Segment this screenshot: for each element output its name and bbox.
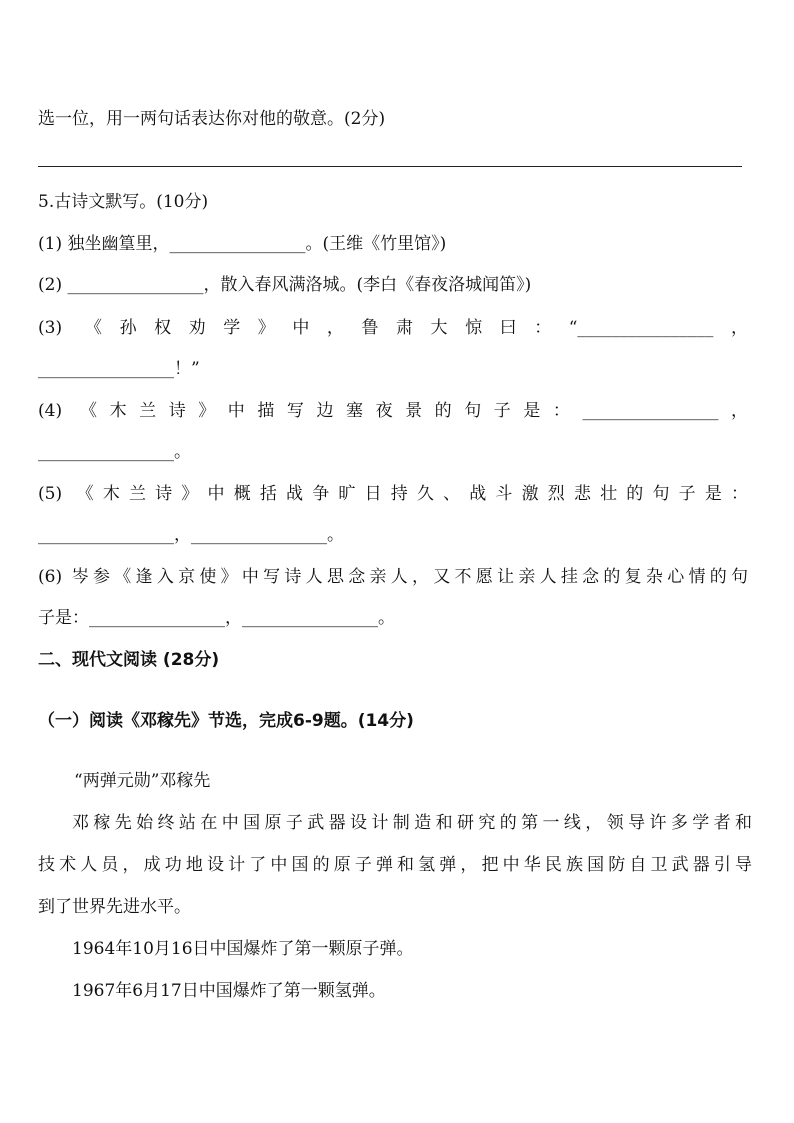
answer-line	[38, 166, 742, 167]
passage-paragraph-1-line3: 到了世界先进水平。	[38, 897, 191, 917]
passage-paragraph-1-line2: 技术人员，成功地设计了中国的原子弹和氢弹，把中华民族国防自卫武器引导	[38, 855, 752, 875]
question-4-tail: 选一位，用一两句话表达你对他的敬意。(2分)	[38, 109, 386, 129]
passage-paragraph-2: 1964年10月16日中国爆炸了第一颗原子弹。	[72, 939, 414, 959]
section-2-heading: 二、现代文阅读 (28分)	[38, 650, 220, 670]
subsection-1-heading: （一）阅读《邓稼先》节选，完成6-9题。(14分)	[38, 711, 414, 731]
question-5-1: (1) 独坐幽篁里，________________。(王维《竹里馆》)	[38, 234, 447, 254]
question-5-6-line1: (6) 岑参《逢入京使》中写诗人思念亲人，又不愿让亲人挂念的复杂心情的句	[38, 567, 748, 587]
question-5-3-line1: (3) 《孙权劝学》中，鲁肃大惊曰：“________________，	[38, 318, 748, 338]
passage-paragraph-1-line1: 邓稼先始终站在中国原子武器设计制造和研究的第一线，领导许多学者和	[72, 813, 752, 833]
passage-paragraph-3: 1967年6月17日中国爆炸了第一颗氢弹。	[72, 981, 386, 1001]
passage-title: “两弹元勋”邓稼先	[74, 771, 211, 791]
question-5-5-line1: (5) 《木兰诗》中概括战争旷日持久、战斗激烈悲壮的句子是：	[38, 484, 748, 504]
question-5-6-line2: 子是：________________，________________。	[38, 608, 395, 628]
question-5-heading: 5.古诗文默写。(10分)	[38, 192, 209, 212]
question-5-5-line2: ________________，________________。	[38, 525, 344, 545]
question-5-2: (2) ________________，散入春风满洛城。(李白《春夜洛城闻笛》)	[38, 275, 532, 295]
question-5-4-line1: (4) 《木兰诗》中描写边塞夜景的句子是：________________，	[38, 401, 748, 421]
question-5-3-line2: ________________！”	[38, 359, 200, 379]
question-5-4-line2: ________________。	[38, 442, 191, 462]
